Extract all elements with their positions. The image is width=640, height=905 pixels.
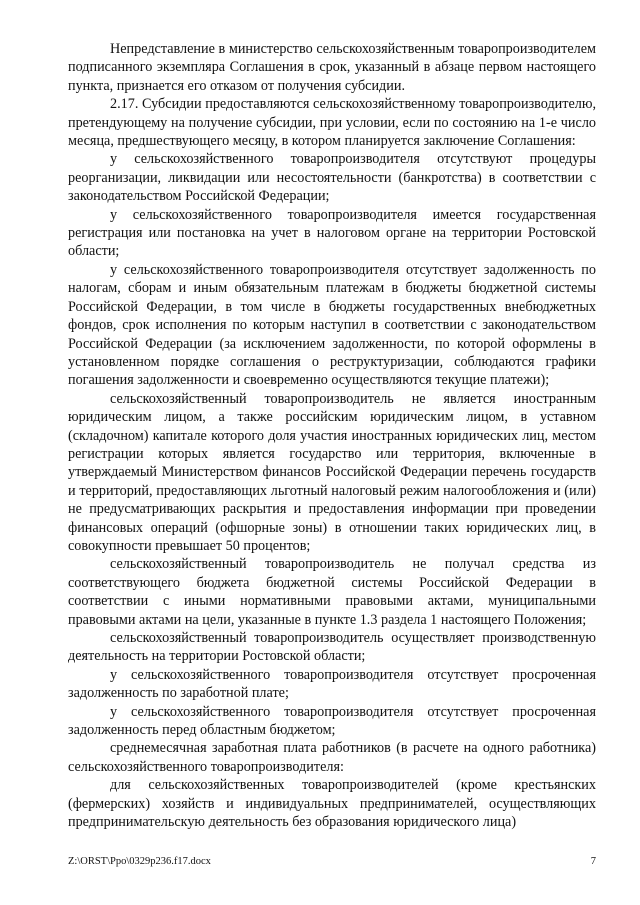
paragraph: у сельскохозяйственного товаропроизводителя отсутствует просроченная задолженность перед областным бюджетом; [68, 703, 596, 739]
paragraph: у сельскохозяйственного товаропроизводителя отсутствует задолженность по налогам, сборам и иным обязательным платежам в бюджеты бюджетной системы Российской Федерации, в том числе в бюджеты государственных внебюджетных фондов, срок исполнения по которым наступил в соответствии с законодательством Российской Федерации (за исключением задолженности, по которой оформлены в установленном порядке соглашения о реструктуризации, соблюдаются графики погашения задолженности и своевременно осуществляются текущие платежи); [68, 261, 596, 389]
document-body [68, 40, 596, 831]
paragraph: сельскохозяйственный товаропроизводитель не получал средства из соответствующего бюджета бюджетной системы Российской Федерации в соответствии с иными нормативными правовыми актами, муниципальными правовыми актами на цели, указанные в пункте 1.3 раздела 1 настоящего Положения; [68, 556, 596, 628]
paragraph: сельскохозяйственный товаропроизводитель не является иностранным юридическим лицом, а также российским юридическим лицом, в уставном (складочном) капитале которого доля участия иностранных юридических лиц, местом регистрации которых является государство или территория, включенные в утверждаемый Министерством финансов Российской Федерации перечень государств и территорий, предоставляющих льготный налоговый режим налогообложения и (или) не предусматривающих раскрытия и предоставления информации при проведении финансовых операций (офшорные зоны) в отношении таких юридических лиц, в совокупности превышает 50 процентов; [68, 390, 596, 554]
paragraph: Непредставление в министерство сельскохозяйственным товаропроизводителем подписанного экземпляра Соглашения в срок, указанный в абзаце первом настоящего пункта, признается его отказом от получения субсидии. [68, 41, 596, 94]
paragraph: у сельскохозяйственного товаропроизводителя отсутствуют процедуры реорганизации, ликвидации или несостоятельности (банкротства) в соответствии с законодательством Российской Федерации; [68, 151, 596, 205]
paragraph: среднемесячная заработная плата работников (в расчете на одного работника) сельскохозяйственного товаропроизводителя: [68, 740, 596, 775]
paragraph: у сельскохозяйственного товаропроизводителя имеется государственная регистрация или постановка на учет в налоговом органе на территории Ростовской области; [68, 206, 596, 260]
paragraph: 2.17. Субсидии предоставляются сельскохозяйственному товаропроизводителю, претендующему на получение субсидии, при условии, если по состоянию на 1-е число месяца, предшествующего месяцу, в котором планируется заключение Соглашения: [68, 96, 596, 150]
paragraph: для сельскохозяйственных товаропроизводителей (кроме крестьянских (фермерских) хозяйств и индивидуальных предпринимателей, осуществляющих предпринимательскую деятельность без образования юридического лица) [68, 777, 596, 831]
paragraph: у сельскохозяйственного товаропроизводителя отсутствует просроченная задолженность по заработной плате; [68, 666, 596, 702]
page-number: 7 [590, 856, 596, 867]
footer-file-path: Z:\ORST\Ppo\0329p236.f17.docx [68, 856, 211, 867]
paragraph: сельскохозяйственный товаропроизводитель осуществляет производственную деятельность на территории Ростовской области; [68, 630, 596, 665]
